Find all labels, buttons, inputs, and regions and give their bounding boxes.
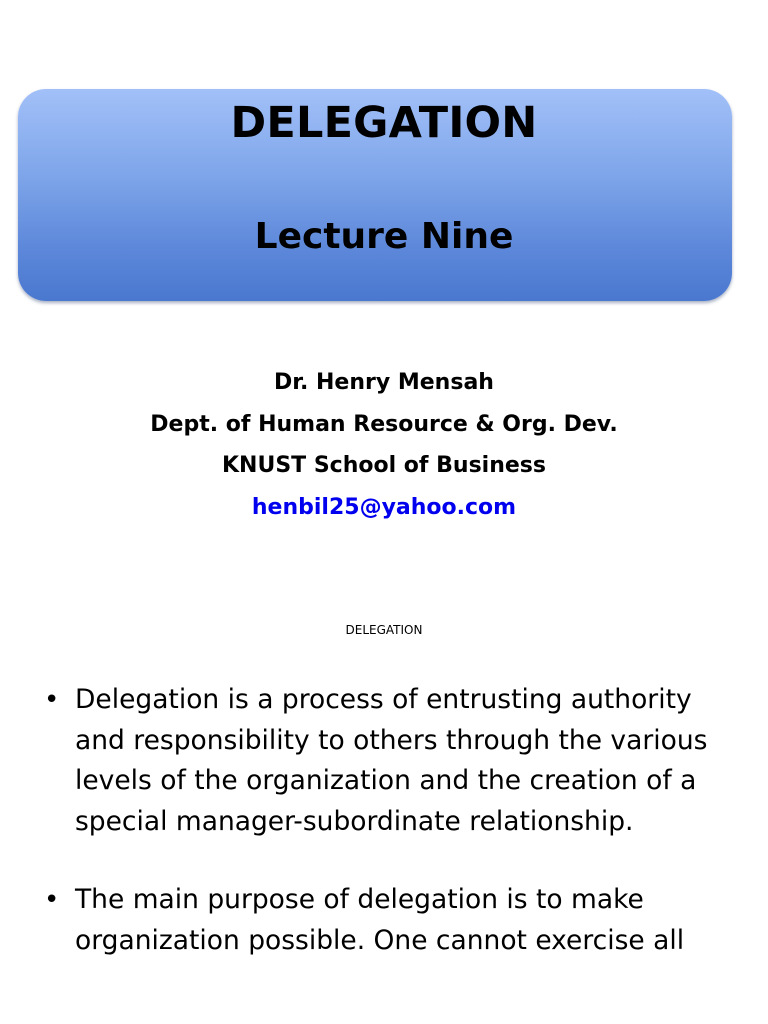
bullet-list xyxy=(0,680,768,961)
bullet-text: The main purpose of delegation is to make organization possible. One cannot exercise all xyxy=(75,884,685,956)
author-name: Dr. Henry Mensah xyxy=(274,370,494,395)
bullet-marker: • xyxy=(44,885,60,915)
slide-title: DELEGATION xyxy=(230,98,538,148)
slide-footer-label: DELEGATION xyxy=(345,623,423,637)
author-department: Dept. of Human Resource & Org. Dev. xyxy=(150,411,618,437)
author-block xyxy=(0,362,768,528)
author-email-link[interactable]: henbil25@yahoo.com xyxy=(251,494,517,520)
bullet-marker: • xyxy=(44,685,60,715)
slide-subtitle: Lecture Nine xyxy=(254,216,514,257)
author-school: KNUST School of Business xyxy=(222,453,546,478)
bullet-item xyxy=(0,680,768,842)
bullet-text: Delegation is a process of entrusting authority and responsibility to others through the various levels of the organization and the creation of a special manager-subordinate relationship. xyxy=(75,684,708,837)
bullet-item xyxy=(0,880,768,961)
